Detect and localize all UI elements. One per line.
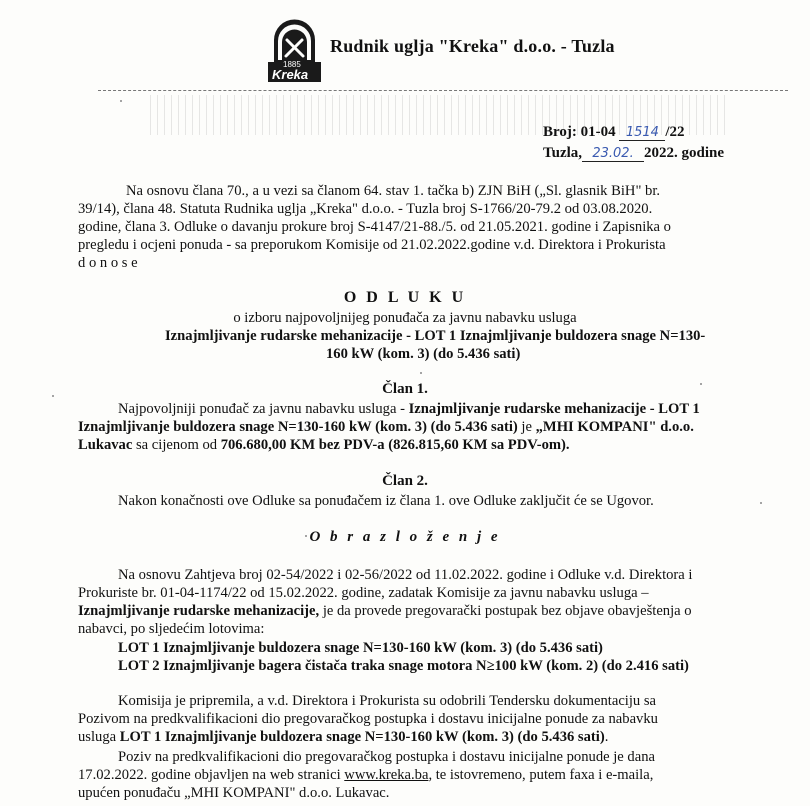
explanation-line — [78, 728, 608, 746]
explanation-text: je da provede pregovarački postupak bez objave obavještenja o — [319, 603, 692, 619]
preamble-line: pregledu i ocjeni ponuda - sa preporukom Komisije od 21.02.2022.godine v.d. Direktora i Prokurista — [78, 237, 666, 253]
logo-year: 1885 — [283, 60, 301, 69]
reference-prefix: Broj: 01-04 — [543, 124, 616, 140]
explanation-line: Prokuriste br. 01-04-1174/22 od 15.02.2022. godine, zadatak Komisije za javnu nabavku usluga – — [78, 585, 649, 601]
scan-speck — [52, 395, 54, 397]
explanation-line: upućen ponuđaču „MHI KOMPANI" d.o.o. Lukavac. — [78, 785, 390, 801]
explanation-text: usluga — [78, 729, 120, 745]
article2-heading: Član 2. — [382, 473, 428, 489]
explanation-line — [78, 766, 653, 784]
scan-speck — [120, 100, 122, 102]
date-suffix: 2022. godine — [644, 145, 725, 161]
company-name: Rudnik uglja "Kreka" d.o.o. - Tuzla — [330, 36, 615, 56]
date-handwritten: 23.02. — [582, 146, 644, 162]
scan-speck — [305, 535, 307, 537]
logo-word: Kreka — [272, 67, 309, 82]
explanation-line: Komisija je pripremila, a v.d. Direktora i Prokurista su odobrili Tendersku dokumentaciju sa — [118, 693, 657, 709]
article1-text: Najpovoljniji ponuđač za javnu nabavku usluga - — [118, 401, 409, 417]
article1-line3 — [78, 436, 570, 454]
article1-text: je — [517, 419, 536, 435]
reference-date — [543, 145, 724, 162]
reference-handwritten: 1514 — [619, 125, 665, 141]
preamble-line: 39/14), člana 48. Statuta Rudnika uglja „Kreka" d.o.o. - Tuzla broj S-1766/20-79.2 od 03.08.2020. — [78, 201, 653, 217]
article1-text: sa cijenom od — [132, 437, 221, 453]
article1-bidder-city: Lukavac — [78, 437, 133, 453]
letterhead-divider — [98, 90, 788, 91]
article1-line2 — [78, 418, 694, 436]
scan-speck — [700, 383, 702, 385]
explanation-line — [78, 602, 692, 620]
decision-subject-line2: 160 kW (kom. 3) (do 5.436 sati) — [326, 346, 521, 362]
article1-bidder: „MHI KOMPANI" d.o.o. — [535, 419, 694, 435]
reference-suffix: /22 — [665, 124, 685, 140]
reference-number — [543, 124, 685, 141]
website-link[interactable]: www.kreka.ba — [344, 767, 429, 783]
explanation-text: . — [604, 729, 609, 745]
article2-text: Nakon konačnosti ove Odluke sa ponuđačem iz člana 1. ove Odluke zaključit će se Ugovor. — [118, 493, 654, 509]
lot2-item: LOT 2 Iznajmljivanje bagera čistača traka snage motora N≥100 kW (kom. 2) (do 2.416 sati) — [118, 658, 689, 674]
explanation-line: Na osnovu Zahtjeva broj 02-54/2022 i 02-56/2022 od 11.02.2022. godine i Odluke v.d. Direktora i — [118, 567, 693, 583]
explanation-line: Pozivom na predkvalifikacioni dio pregovaračkog postupka i dostavu inicijalne ponude za nabavku — [78, 711, 658, 727]
preamble-line: Na osnovu člana 70., a u vezi sa članom 64. stav 1. tačka b) ZJN BiH („Sl. glasnik BiH" br. — [126, 183, 661, 199]
explanation-subject: Iznajmljivanje rudarske mehanizacije, — [78, 603, 320, 619]
article1-subject: Iznajmljivanje rudarske mehanizacije - LOT 1 — [408, 401, 700, 417]
article1-lot: Iznajmljivanje buldozera snage N=130-160 kW (kom. 3) (do 5.436 sati) — [78, 419, 518, 435]
explanation-text: , te istovremeno, putem faxa i e-maila, — [428, 767, 654, 783]
article1-heading: Član 1. — [382, 381, 428, 397]
article1-line1 — [118, 400, 700, 418]
decision-title: O D L U K U — [343, 289, 467, 306]
explanation-heading: O b r a z l o ž e n j e — [309, 529, 501, 545]
preamble-line: godine, člana 3. Odluke o davanju prokure broj S-4147/21-88./5. od 21.05.2021. godine i Zapisnika o — [78, 219, 671, 235]
lot1-item: LOT 1 Iznajmljivanje buldozera snage N=130-160 kW (kom. 3) (do 5.436 sati) — [118, 640, 603, 656]
explanation-text: 17.02.2022. godine objavljen na web stranici — [78, 767, 345, 783]
reference-place: Tuzla, — [543, 145, 583, 161]
explanation-line: Poziv na predkvalifikacioni dio pregovaračkog postupka i dostavu inicijalne ponude je dana — [118, 749, 655, 765]
decision-subtitle: o izboru najpovoljnijeg ponuđača za javnu nabavku usluga — [233, 310, 577, 326]
scan-speck — [420, 372, 422, 374]
preamble-line: d o n o s e — [78, 255, 138, 271]
explanation-line: nabavci, po sljedećim lotovima: — [78, 621, 265, 637]
decision-subject-line1: Iznajmljivanje rudarske mehanizacije - LOT 1 Iznajmljivanje buldozera snage N=130- — [165, 328, 706, 344]
scan-speck — [760, 502, 762, 504]
article1-price: 706.680,00 KM bez PDV-a (826.815,60 KM sa PDV-om). — [220, 437, 570, 453]
explanation-lot: LOT 1 Iznajmljivanje buldozera snage N=130-160 kW (kom. 3) (do 5.436 sati) — [119, 729, 605, 745]
